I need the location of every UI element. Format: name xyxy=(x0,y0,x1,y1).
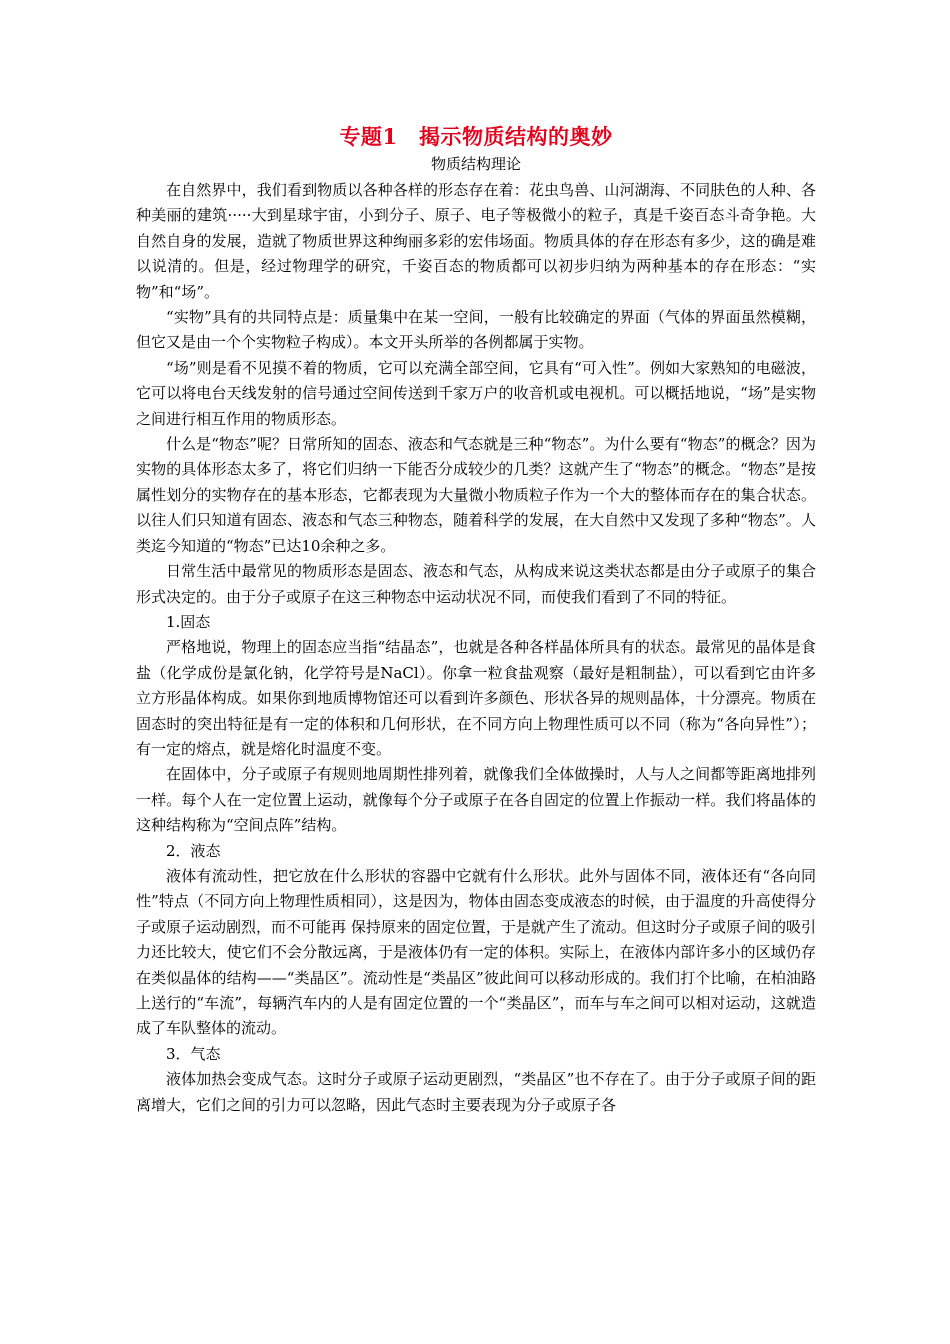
section-heading-solid: 1.固态 xyxy=(166,612,211,631)
document-body xyxy=(136,178,816,1118)
paragraph: 在自然界中，我们看到物质以各种各样的形态存在着：花虫鸟兽、山河湖海、不同肤色的人种、各种美丽的建筑·····大到星球宇宙，小到分子、原子、电子等极微小的粒子，真是千姿百态斗奇争艳。大自然自身的发展，造就了物质世界这种绚丽多彩的宏伟场面。物质具体的存在形态有多少，这的确是难以说清的。但是，经过物理学的研究，千姿百态的物质都可以初步归纳为两种基本的存在形态：“实物”和“场”。 xyxy=(136,181,816,301)
section-heading-gas: 3．气态 xyxy=(166,1044,221,1063)
paragraph: 日常生活中最常见的物质形态是固态、液态和气态，从构成来说这类状态都是由分子或原子的集合形式决定的。由于分子或原子在这三种物态中运动状况不同，而使我们看到了不同的特征。 xyxy=(136,562,816,606)
paragraph: 严格地说，物理上的固态应当指“结晶态”，也就是各种各样晶体所具有的状态。最常见的晶体是食盐（化学成份是氯化钠，化学符号是NaCl）。你拿一粒食盐观察（最好是粗制盐），可以看到它由许多立方形晶体构成。如果你到地质博物馆还可以看到许多颜色、形状各异的规则晶体，十分漂亮。物质在固态时的突出特征是有一定的体积和几何形状，在不同方向上物理性质可以不同（称为“各向异性”）；有一定的熔点，就是熔化时温度不变。 xyxy=(136,638,816,758)
paragraph: “场”则是看不见摸不着的物质，它可以充满全部空间，它具有“可入性”。例如大家熟知的电磁波，它可以将电台天线发射的信号通过空间传送到千家万户的收音机或电视机。可以概括地说，“场”是实物之间进行相互作用的物质形态。 xyxy=(136,358,816,428)
paragraph: 液体加热会变成气态。这时分子或原子运动更剧烈，“类晶区”也不存在了。由于分子或原子间的距离增大，它们之间的引力可以忽略，因此气态时主要表现为分子或原子各 xyxy=(136,1070,816,1114)
document-title: 专题1 揭示物质结构的奥妙 xyxy=(339,124,613,149)
document-subtitle: 物质结构理论 xyxy=(430,155,521,173)
paragraph: “实物”具有的共同特点是：质量集中在某一空间，一般有比较确定的界面（气体的界面虽然模糊，但它又是由一个个实物粒子构成）。本文开头所举的各例都属于实物。 xyxy=(136,308,816,352)
section-heading-liquid: 2．液态 xyxy=(166,841,221,860)
document-page xyxy=(136,122,816,1118)
paragraph: 什么是“物态”呢？日常所知的固态、液态和气态就是三种“物态”。为什么要有“物态”的概念？因为实物的具体形态太多了，将它们归纳一下能否分成较少的几类？这就产生了“物态”的概念。“物态”是按属性划分的实物存在的基本形态，它都表现为大量微小物质粒子作为一个大的整体而存在的集合状态。以往人们只知道有固态、液态和气态三种物态，随着科学的发展，在大自然中又发现了多种“物态”。人类迄今知道的“物态”已达10余种之多。 xyxy=(136,435,816,555)
paragraph: 在固体中，分子或原子有规则地周期性排列着，就像我们全体做操时，人与人之间都等距离地排列一样。每个人在一定位置上运动，就像每个分子或原子在各自固定的位置上作振动一样。我们将晶体的这种结构称为“空间点阵”结构。 xyxy=(136,765,816,835)
paragraph: 液体有流动性，把它放在什么形状的容器中它就有什么形状。此外与固体不同，液体还有“各向同性”特点（不同方向上物理性质相同），这是因为，物体由固态变成液态的时候，由于温度的升高使得分子或原子运动剧烈，而不可能再 保持原来的固定位置，于是就产生了流动。但这时分子或原子间的吸引力还比较大，使它们不会分散远离，于是液体仍有一定的体积。实际上，在液体内部许多小的区域仍存在类似晶体的结构——“类晶区”。流动性是“类晶区”彼此间可以移动形成的。我们打个比喻，在柏油路上送行的“车流”，每辆汽车内的人是有固定位置的一个“类晶区”，而车与车之间可以相对运动，这就造成了车队整体的流动。 xyxy=(136,866,816,1038)
